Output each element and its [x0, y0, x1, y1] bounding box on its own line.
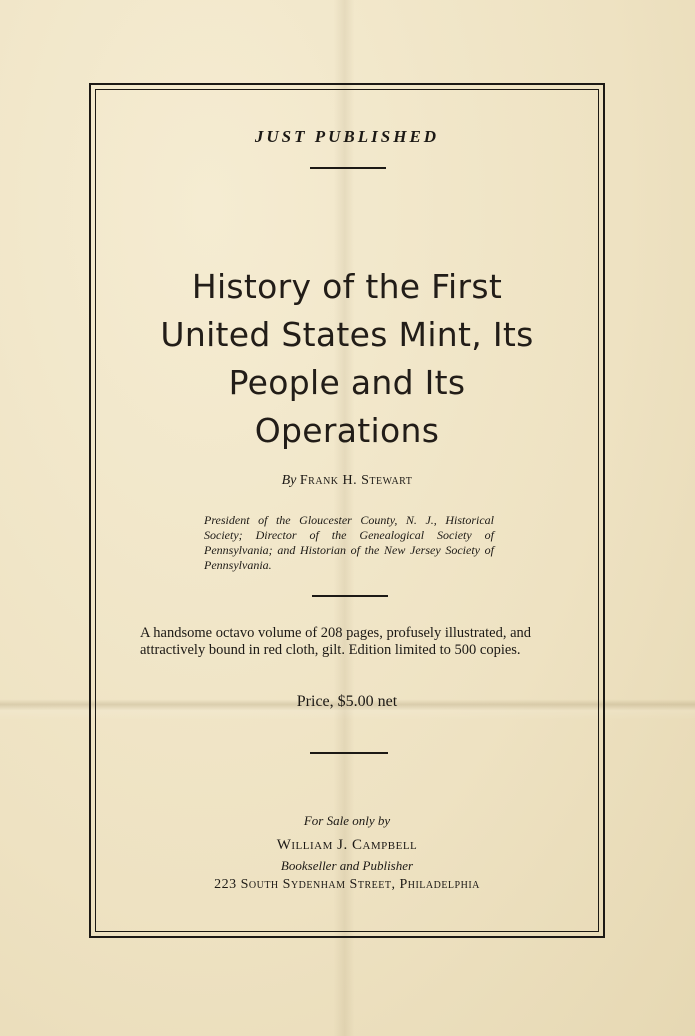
seller-role: Bookseller and Publisher	[280, 858, 414, 873]
divider-rule	[310, 752, 388, 754]
title-line: People and Its	[228, 363, 466, 402]
title-line: Operations	[254, 411, 440, 450]
by-label: By	[281, 473, 297, 488]
just-published-heading: JUST PUBLISHED	[254, 127, 440, 146]
title-line: History of the First	[191, 267, 503, 306]
seller-name: William J. Campbell	[276, 837, 418, 853]
author-byline	[91, 473, 603, 489]
title-line: United States Mint, Its	[160, 315, 534, 354]
book-price: Price, $5.00 net	[296, 693, 398, 710]
for-sale-label: For Sale only by	[303, 813, 391, 828]
author-credentials: President of the Gloucester County, N. J., Historical Society; Director of the Genealogical Society of Pennsylvania; and Historian of the New Jersey Society of Pennsylvania.	[204, 513, 494, 572]
inner-rule-border	[95, 89, 599, 932]
divider-rule	[310, 167, 386, 169]
book-title	[91, 263, 603, 455]
book-description: A handsome octavo volume of 208 pages, profusely illustrated, and attractively bound in red cloth, gilt. Edition limited to 500 copies.	[140, 625, 532, 658]
divider-rule	[312, 595, 388, 597]
seller-address: 223 South Sydenham Street, Philadelphia	[214, 877, 480, 892]
double-rule-border	[89, 83, 605, 938]
author-name: Frank H. Stewart	[299, 473, 413, 488]
